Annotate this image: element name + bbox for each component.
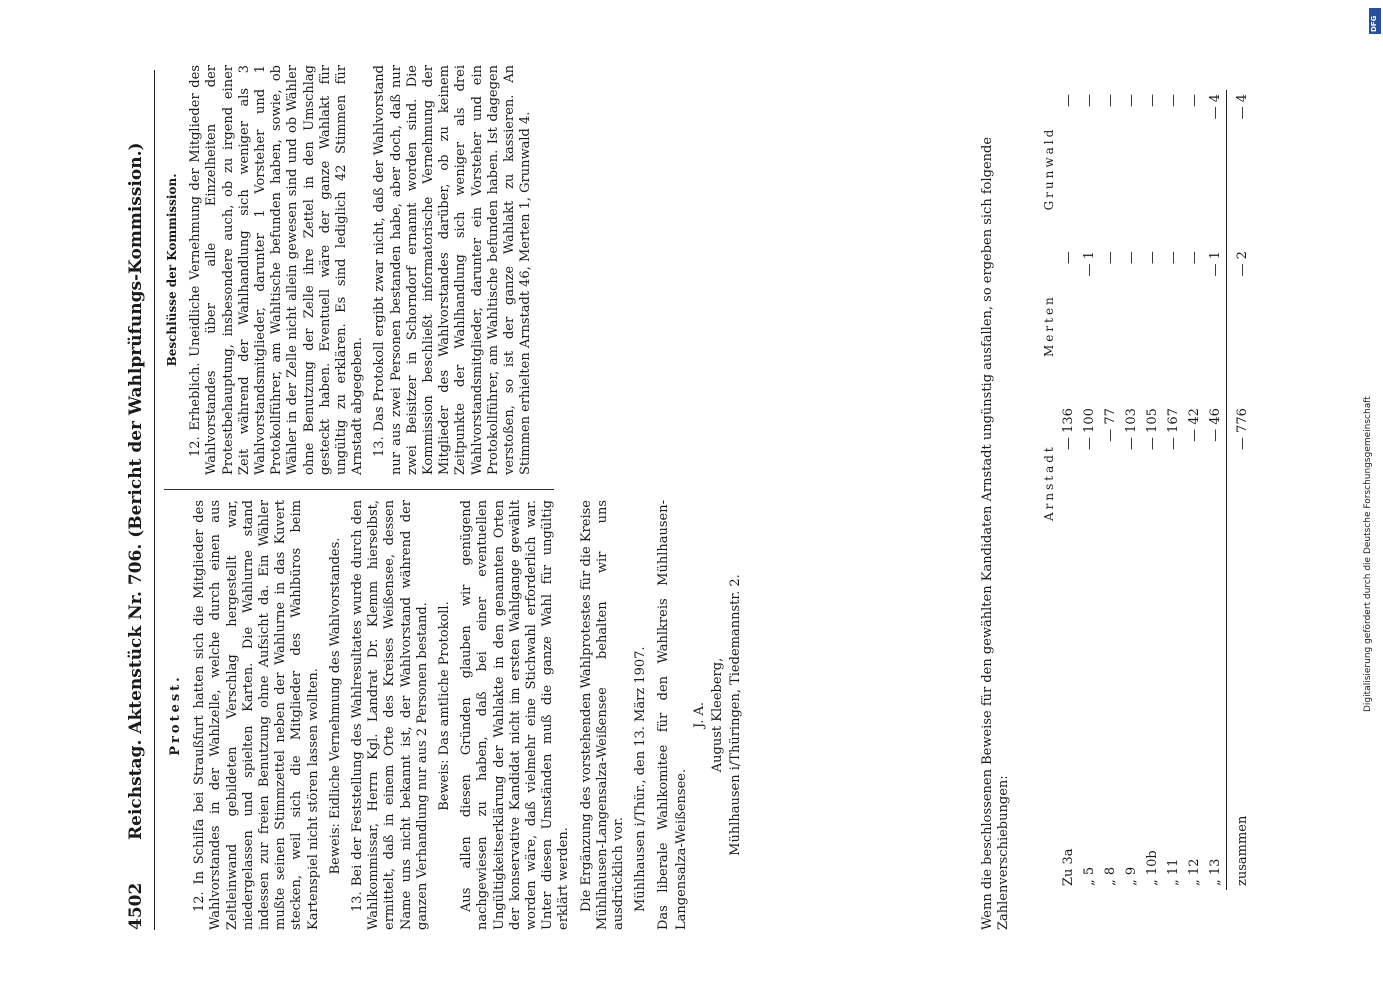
commission-paragraph-12: 12. Erheblich. Uneidliche Vernehmung der Mitglieder des Wahlvorstandes über alle Einzelheiten der Protestbehauptung, insbesondere auch, ob zu irgend einer Zeit während der Wahlhandlung sich weniger als 3 Wahlvorstandsmitglieder, darunter 1 Vorsteher und 1 Protokollführer, am Wahltische befunden haben, sowie, ob Wähler in der Zelle nicht allein gewesen sind und ob Wähler ohne Benutzung der Zelle ihre Zettel in den Umschlag gesteckt haben. Eventuell wäre der ganze Wahlakt für ungültig zu erklären. Es sind lediglich 42 Stimmen für Arnstadt abgegeben.	[188, 65, 366, 475]
cell-arnstadt: — 167	[1166, 408, 1181, 451]
cell-arnstadt: — 100	[1082, 408, 1097, 451]
left-column	[164, 500, 745, 930]
cell-merten: —	[1061, 251, 1076, 265]
total-grunwald: — 4	[1227, 90, 1254, 247]
dfg-logo-text: DFG	[1370, 15, 1378, 32]
cell-grunwald: —	[1124, 94, 1139, 107]
cell-merten: — 1	[1082, 251, 1097, 277]
table-body	[1058, 90, 1227, 890]
cell-grunwald: —	[1145, 94, 1160, 107]
cell-merten: —	[1124, 251, 1139, 265]
place-date: Mühlhausen i/Thür., den 13. März 1907.	[633, 646, 649, 912]
cell-grunwald: —	[1082, 94, 1097, 107]
table-row	[1163, 90, 1184, 890]
protest-paragraph-12: 12. In Schilfa bei Straußfurt hatten sich die Mitglieder des Wahlvorstandes in der Wahlzelle, welche durch einen aus Zeltleinwand gebildeten Verschlag hergestellt war, niedergelassen und spielten Karten. Die Wahlurne stand indessen zur freien Benutzung ohne Aufsicht da. Ein Wähler mußte seinen Stimmzettel neben der Wahlurne in das Kuvert stecken, weil sich die Mitglieder des Wahlbüros beim Kartenspiel nicht stören lassen wollten.	[192, 500, 321, 930]
page-number: 4502	[126, 882, 146, 930]
signer-name: August Kleeberg,	[710, 657, 726, 773]
cell-grunwald: —	[1187, 94, 1202, 107]
committee-name: Das liberale Wahlkomitee für den Wahlkreis Mühlhausen-Langensalza-Weißensee.	[656, 500, 690, 930]
cell-label: „ 11	[1166, 858, 1181, 886]
cell-arnstadt: — 77	[1103, 408, 1118, 442]
cell-merten: — 1	[1208, 251, 1223, 277]
digitization-note-text: Digitalisierung gefördert durch die Deutsche Forschungsgemeinschaft	[1363, 396, 1373, 712]
table-header-row	[1040, 90, 1058, 890]
cell-merten: —	[1103, 251, 1118, 265]
cell-label: „ 5	[1082, 866, 1097, 886]
total-arnstadt: — 776	[1227, 404, 1254, 561]
cell-grunwald: —	[1103, 94, 1118, 107]
cell-merten: —	[1145, 251, 1160, 265]
page-header	[120, 70, 156, 930]
table-row	[1205, 90, 1227, 890]
bottom-intro: Wenn die beschlossenen Beweise für den gewählten Kandidaten Arnstadt ungünstig ausfallen, so ergeben sich folgende Zahlenverschiebungen:	[980, 136, 1011, 930]
evidence-13: Beweis: Das amtliche Protokoll.	[437, 601, 453, 811]
col-header-arnstadt: Arnstadt	[1042, 444, 1056, 522]
table-row	[1184, 90, 1205, 890]
cell-label: „ 12	[1187, 858, 1202, 886]
header-rule	[154, 70, 155, 930]
table-row	[1079, 90, 1100, 890]
cell-merten: —	[1166, 251, 1181, 265]
conclusion-paragraph: Aus allen diesen Gründen glauben wir genügend nachgewiesen zu haben, daß bei einer eventuellen Ungültigkeitserklärung der Wahlakte in den genannten Orten der konservative Kandidat nicht im ersten Wahlgange gewählt worden wäre, daß vielmehr eine Stichwahl erforderlich war. Unter diesen Umständen muß die ganze Wahl für ungültig erklärt werden.	[459, 500, 572, 930]
table-row	[1058, 90, 1079, 890]
cell-arnstadt: — 42	[1187, 408, 1202, 442]
protest-paragraph-13: 13. Bei der Feststellung des Wahlresultates wurde durch den Wahlkommissar, Herrn Kgl. Landrat Dr. Klemm hierselbst, ermittelt, daß in einem Orte des Kreises Weißensee, dessen Name uns nicht bekannt ist, der Wahlvorstand während der ganzen Verhandlung nur aus 2 Personen bestand.	[350, 500, 430, 930]
page-content	[120, 65, 1320, 930]
col-header-label	[1040, 561, 1058, 890]
table-row	[1100, 90, 1121, 890]
protest-heading: Protest.	[168, 674, 183, 756]
cell-grunwald: —	[1166, 94, 1181, 107]
signature-block	[655, 500, 745, 930]
cell-label: Zu 3a	[1061, 848, 1076, 886]
page-title: Reichstag. Aktenstück Nr. 706. (Bericht der Wahlprüfungs-Kommission.)	[126, 142, 146, 840]
cell-arnstadt: — 103	[1124, 408, 1139, 451]
cell-arnstadt: — 105	[1145, 408, 1160, 451]
reservation-paragraph: Die Ergänzung des vorstehenden Wahlprotestes für die Kreise Mühlhausen-Langensalza-Weißensee behalten wir uns ausdrücklich vor.	[578, 500, 627, 930]
dfg-logo	[1369, 8, 1381, 34]
evidence-12: Beweis: Eidliche Vernehmung des Wahlvorstandes.	[327, 537, 343, 875]
commission-heading: Beschlüsse der Kommission.	[165, 173, 179, 367]
commission-paragraph-13: 13. Das Protokoll ergibt zwar nicht, daß der Wahlvorstand nur aus zwei Personen bestanden habe, aber doch, daß nur zwei Beisitzer in Schorndorf ernannt worden sind. Die Kommission beschließt informatorische Vernehmung der Mitglieder des Wahlvorstandes darüber, ob zu keinem Zeitpunkte der Wahlhandlung sich weniger als drei Wahlvorstandsmitglieder, darunter ein Vorsteher und ein Protokollführer, am Wahltische befunden haben. Ist dagegen verstoßen, so ist der ganze Wahlakt zu kassieren. An Stimmen erhielten Arnstadt 46, Merten 1, Grunwald 4.	[372, 65, 534, 475]
vote-shift-table	[1040, 90, 1253, 890]
signer-address: Mühlhausen i/Thüringen, Tiedemannstr. 2.	[728, 574, 744, 856]
col-header-merten: Merten	[1042, 294, 1056, 357]
table-row	[1142, 90, 1163, 890]
cell-merten: —	[1187, 251, 1202, 265]
cell-arnstadt: — 136	[1061, 408, 1076, 451]
total-label: zusammen	[1227, 561, 1254, 890]
table-total-row	[1227, 90, 1254, 890]
rotated-document-page	[60, 0, 1350, 1000]
digitization-note	[1363, 12, 1377, 992]
cell-label: „ 9	[1124, 866, 1139, 886]
right-column	[164, 65, 540, 475]
cell-label: „ 10b	[1145, 850, 1160, 886]
table-row	[1121, 90, 1142, 890]
on-behalf: J. A.	[692, 702, 708, 728]
cell-label: „ 13	[1208, 858, 1223, 886]
col-header-grunwald: Grunwald	[1042, 126, 1056, 211]
cell-label: „ 8	[1103, 866, 1118, 886]
total-merten: — 2	[1227, 247, 1254, 404]
column-divider	[164, 489, 554, 490]
cell-grunwald: —	[1061, 94, 1076, 107]
cell-arnstadt: — 46	[1208, 408, 1223, 442]
cell-grunwald: — 4	[1208, 94, 1223, 120]
